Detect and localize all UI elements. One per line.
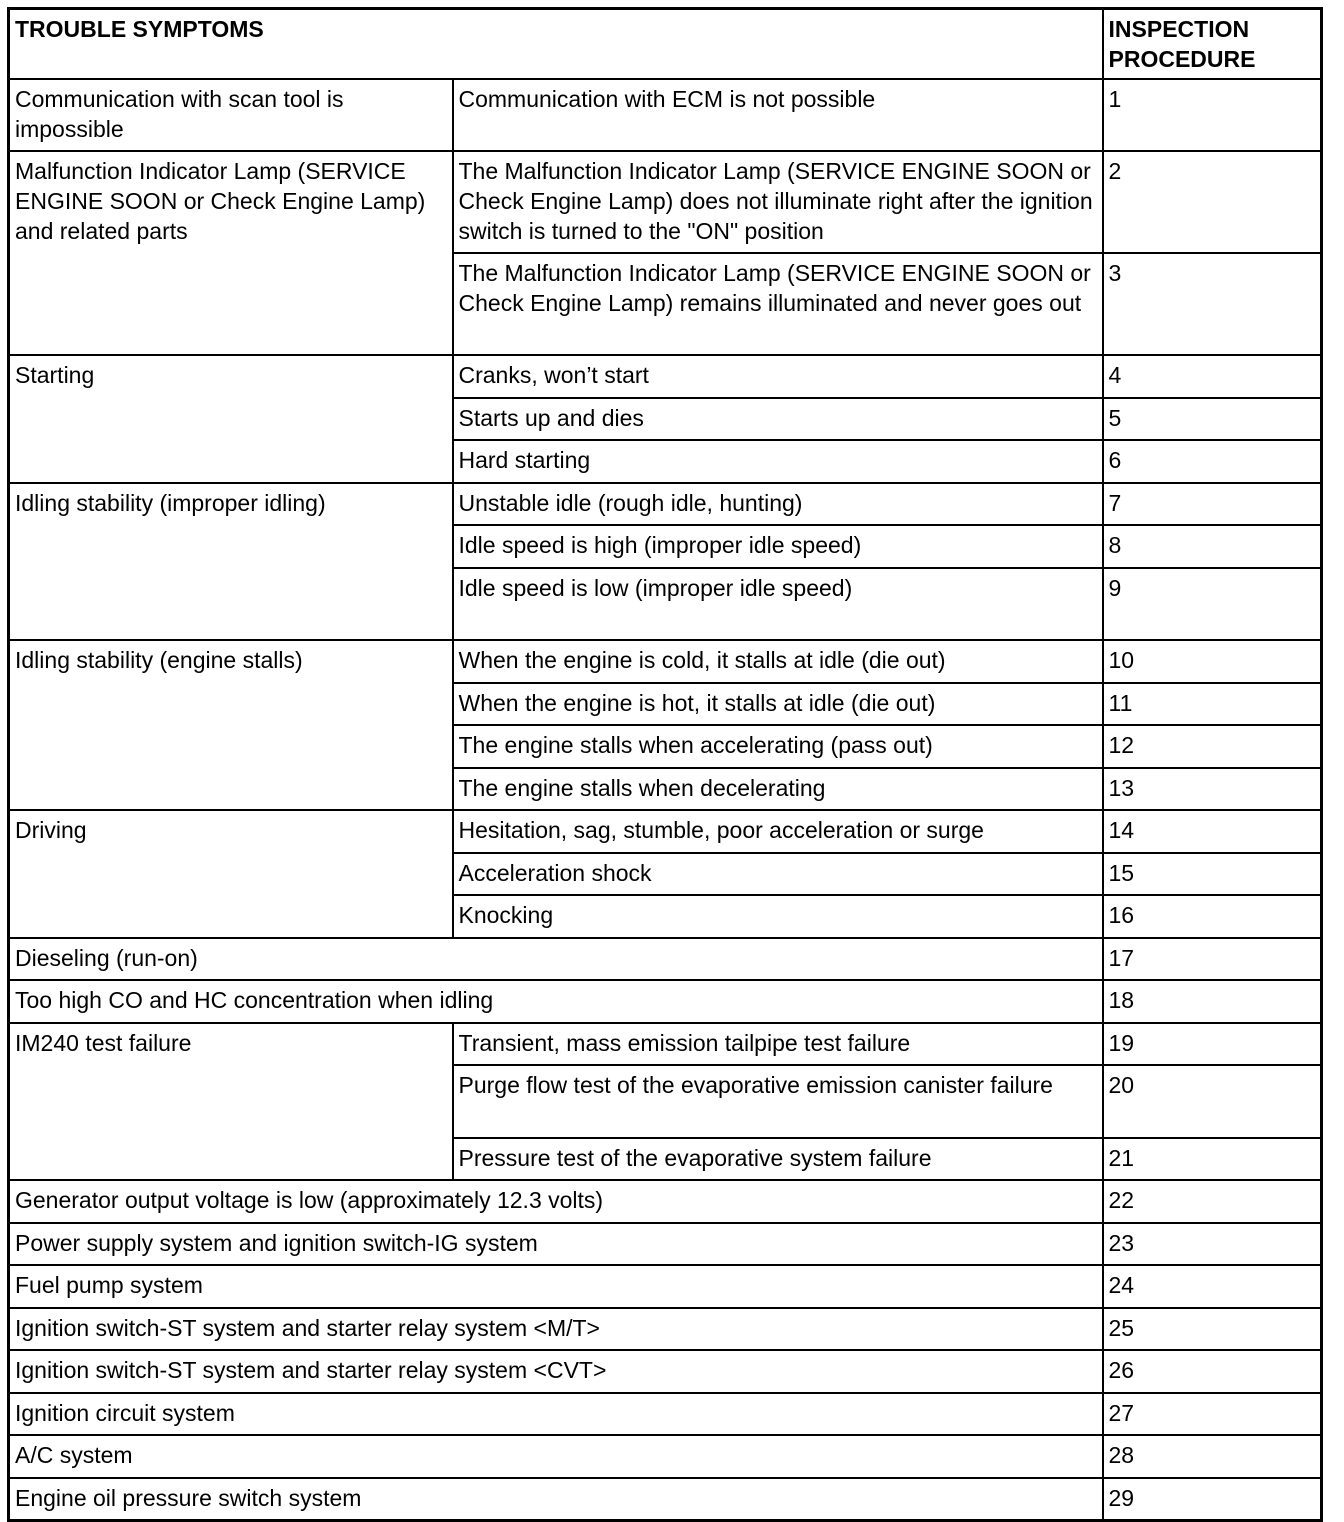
symptom-detail: Idle speed is low (improper idle speed) (453, 568, 1103, 640)
symptom-category: Idling stability (improper idling) (9, 483, 453, 640)
procedure-number: 25 (1103, 1308, 1322, 1350)
trouble-symptom-table (7, 7, 1323, 1522)
procedure-number: 6 (1103, 440, 1322, 483)
symptom-detail: Purge flow test of the evaporative emission canister failure (453, 1065, 1103, 1138)
symptom-detail: The engine stalls when accelerating (pass out) (453, 725, 1103, 768)
procedure-number: 10 (1103, 640, 1322, 683)
procedure-number: 15 (1103, 853, 1322, 895)
symptom-category: Ignition switch-ST system and starter relay system <CVT> (9, 1350, 1103, 1393)
procedure-number: 28 (1103, 1435, 1322, 1478)
procedure-number: 4 (1103, 355, 1322, 398)
symptom-category: Generator output voltage is low (approximately 12.3 volts) (9, 1180, 1103, 1223)
symptom-category: Dieseling (run-on) (9, 938, 1103, 980)
symptom-detail: Transient, mass emission tailpipe test failure (453, 1023, 1103, 1065)
table-row (9, 1350, 1322, 1393)
symptom-detail: The Malfunction Indicator Lamp (SERVICE ENGINE SOON or Check Engine Lamp) does not illuminate right after the ignition switch is turned to the "ON" position (453, 151, 1103, 253)
symptom-category: Engine oil pressure switch system (9, 1478, 1103, 1520)
procedure-number: 9 (1103, 568, 1322, 640)
symptom-detail: Unstable idle (rough idle, hunting) (453, 483, 1103, 525)
procedure-number: 22 (1103, 1180, 1322, 1223)
symptom-category: Ignition circuit system (9, 1393, 1103, 1435)
procedure-number: 8 (1103, 525, 1322, 568)
symptom-category: A/C system (9, 1435, 1103, 1478)
procedure-number: 11 (1103, 683, 1322, 725)
symptom-category: Power supply system and ignition switch-IG system (9, 1223, 1103, 1265)
symptom-detail: Starts up and dies (453, 398, 1103, 440)
table-row (9, 1223, 1322, 1265)
table-row (9, 1023, 1322, 1065)
procedure-number: 7 (1103, 483, 1322, 525)
procedure-number: 14 (1103, 810, 1322, 853)
symptom-detail: Acceleration shock (453, 853, 1103, 895)
procedure-number: 12 (1103, 725, 1322, 768)
symptom-detail: Idle speed is high (improper idle speed) (453, 525, 1103, 568)
symptom-category: IM240 test failure (9, 1023, 453, 1180)
symptom-detail: When the engine is cold, it stalls at idle (die out) (453, 640, 1103, 683)
symptom-detail: Hard starting (453, 440, 1103, 483)
symptom-detail: Communication with ECM is not possible (453, 79, 1103, 151)
procedure-number: 5 (1103, 398, 1322, 440)
table-row (9, 1478, 1322, 1520)
table-row (9, 79, 1322, 151)
procedure-number: 20 (1103, 1065, 1322, 1138)
procedure-number: 24 (1103, 1265, 1322, 1308)
symptom-detail: Hesitation, sag, stumble, poor acceleration or surge (453, 810, 1103, 853)
table-header-row (9, 9, 1322, 80)
procedure-number: 27 (1103, 1393, 1322, 1435)
symptom-detail: The engine stalls when decelerating (453, 768, 1103, 810)
procedure-number: 21 (1103, 1138, 1322, 1180)
procedure-number: 13 (1103, 768, 1322, 810)
symptom-detail: The Malfunction Indicator Lamp (SERVICE ENGINE SOON or Check Engine Lamp) remains illuminated and never goes out (453, 253, 1103, 355)
procedure-number: 26 (1103, 1350, 1322, 1393)
symptom-category: Ignition switch-ST system and starter relay system <M/T> (9, 1308, 1103, 1350)
symptom-category: Starting (9, 355, 453, 483)
header-inspection-procedure: INSPECTION PROCEDURE (1103, 9, 1322, 80)
table-row (9, 355, 1322, 398)
procedure-number: 18 (1103, 980, 1322, 1023)
table-row (9, 483, 1322, 525)
table-row (9, 1393, 1322, 1435)
table-row (9, 640, 1322, 683)
symptom-detail: Knocking (453, 895, 1103, 938)
symptom-category: Fuel pump system (9, 1265, 1103, 1308)
procedure-number: 29 (1103, 1478, 1322, 1520)
table-row (9, 1435, 1322, 1478)
table-row (9, 938, 1322, 980)
procedure-number: 1 (1103, 79, 1322, 151)
table-row (9, 1265, 1322, 1308)
symptom-category: Malfunction Indicator Lamp (SERVICE ENGINE SOON or Check Engine Lamp) and related parts (9, 151, 453, 355)
header-trouble-symptoms: TROUBLE SYMPTOMS (9, 9, 1103, 80)
procedure-number: 23 (1103, 1223, 1322, 1265)
table-row (9, 1180, 1322, 1223)
procedure-number: 19 (1103, 1023, 1322, 1065)
procedure-number: 17 (1103, 938, 1322, 980)
table-row (9, 151, 1322, 253)
symptom-category: Too high CO and HC concentration when idling (9, 980, 1103, 1023)
procedure-number: 16 (1103, 895, 1322, 938)
symptom-category: Idling stability (engine stalls) (9, 640, 453, 810)
procedure-number: 3 (1103, 253, 1322, 355)
symptom-category: Driving (9, 810, 453, 938)
table-row (9, 980, 1322, 1023)
table-row (9, 810, 1322, 853)
procedure-number: 2 (1103, 151, 1322, 253)
symptom-detail: When the engine is hot, it stalls at idle (die out) (453, 683, 1103, 725)
symptom-detail: Pressure test of the evaporative system failure (453, 1138, 1103, 1180)
table-row (9, 1308, 1322, 1350)
symptom-detail: Cranks, won’t start (453, 355, 1103, 398)
symptom-category: Communication with scan tool is impossible (9, 79, 453, 151)
